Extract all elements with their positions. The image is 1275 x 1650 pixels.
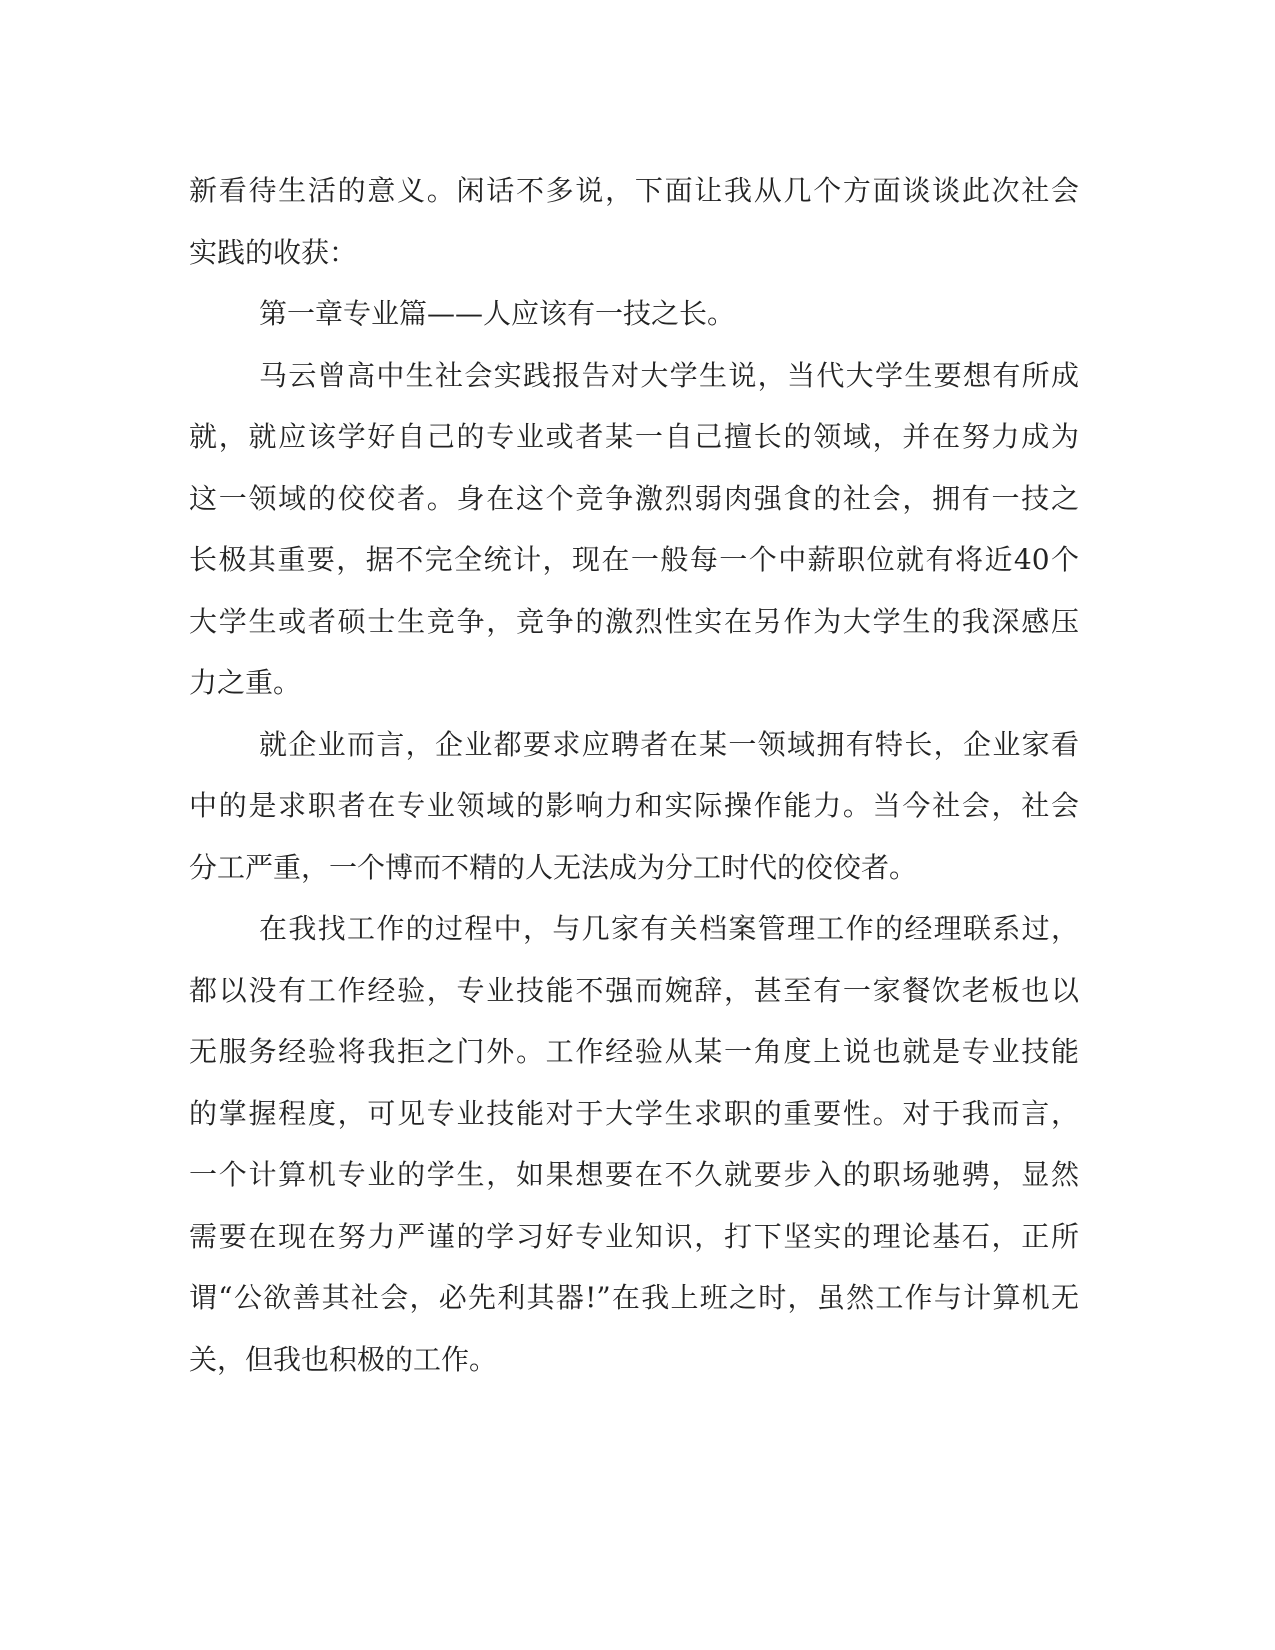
- text-line: 一个计算机专业的学生，如果想要在不久就要步入的职场驰骋，显然: [189, 1158, 1079, 1191]
- text-line: 的掌握程度，可见专业技能对于大学生求职的重要性。对于我而言，: [189, 1096, 1079, 1130]
- chapter-heading: 第一章专业篇——人应该有一技之长。: [259, 297, 736, 330]
- text-line: 就企业而言，企业都要求应聘者在某一领域拥有特长，企业家看: [259, 727, 1079, 761]
- text-line: 谓“公欲善其社会，必先利其器!”在我上班之时，虽然工作与计算机无: [189, 1281, 1079, 1314]
- text-line: 需要在现在努力严谨的学习好专业知识，打下坚实的理论基石，正所: [189, 1219, 1079, 1253]
- text-line: 中的是求职者在专业领域的影响力和实际操作能力。当今社会，社会: [189, 789, 1079, 822]
- text-line: 无服务经验将我拒之门外。工作经验从某一角度上说也就是专业技能: [189, 1035, 1079, 1068]
- text-line: 大学生或者硕士生竞争，竞争的激烈性实在另作为大学生的我深感压: [189, 604, 1079, 638]
- text-line: 马云曾高中生社会实践报告对大学生说，当代大学生要想有所成: [259, 358, 1079, 392]
- text-line: 关，但我也积极的工作。: [189, 1342, 498, 1376]
- text-line: 实践的收获：: [189, 235, 358, 269]
- text-line: 在我找工作的过程中，与几家有关档案管理工作的经理联系过，: [259, 912, 1079, 945]
- text-line: 新看待生活的意义。闲话不多说，下面让我从几个方面谈谈此次社会: [189, 174, 1079, 207]
- text-line: 就，就应该学好自己的专业或者某一自己擅长的领域，并在努力成为: [189, 420, 1079, 453]
- text-line: 力之重。: [189, 666, 302, 699]
- text-line: 分工严重，一个博而不精的人无法成为分工时代的佼佼者。: [189, 850, 918, 884]
- text-line: 这一领域的佼佼者。身在这个竞争激烈弱肉强食的社会，拥有一技之: [189, 481, 1079, 515]
- text-line: 都以没有工作经验，专业技能不强而婉辞，甚至有一家餐饮老板也以: [189, 973, 1079, 1007]
- body-text: [189, 160, 1079, 1390]
- text-line: 长极其重要，据不完全统计，现在一般每一个中薪职位就有将近40个: [189, 543, 1079, 576]
